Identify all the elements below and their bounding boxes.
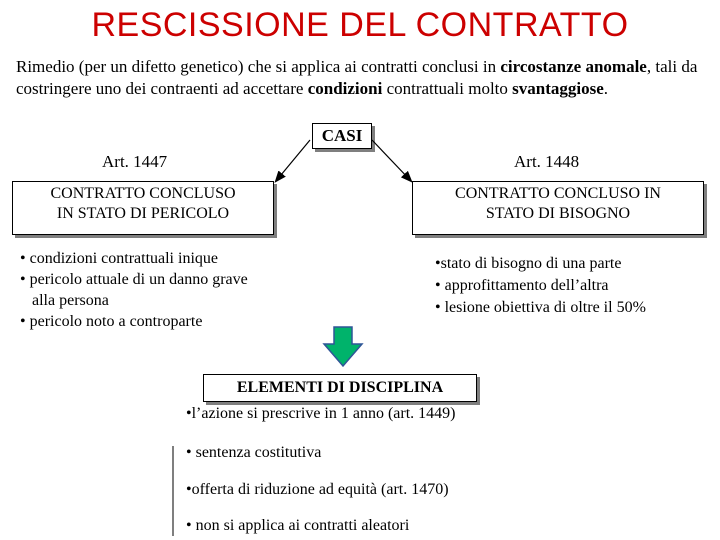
intro-text-1: Rimedio (per un difetto genetico) che si applica ai contratti conclusi in	[16, 57, 501, 76]
page-title: RESCISSIONE DEL CONTRATTO	[91, 6, 629, 44]
discipline-item: • non si applica ai contratti aleatori	[186, 517, 410, 534]
intro-text-4: .	[603, 79, 609, 98]
intro-bold-3: svantaggiose	[512, 79, 604, 98]
discipline-item: •l’azione si prescrive in 1 anno (art. 1449)	[186, 405, 456, 422]
casi-box: CASI	[312, 123, 372, 149]
intro-bold-2: condizioni	[307, 79, 383, 98]
discipline-item: •offerta di riduzione ad equità (art. 1470)	[186, 481, 449, 498]
intro-text-2: , tali da costringere uno dei contraenti ad accettare	[16, 57, 698, 98]
list-item: • approfittamento dell’altra	[435, 277, 609, 294]
list-item: alla persona	[20, 292, 109, 309]
list-item: •stato di bisogno di una parte	[435, 255, 622, 272]
case-box-bisogno-line2: STATO DI BISOGNO	[485, 205, 631, 222]
case-box-bisogno-line1: CONTRATTO CONCLUSO IN	[455, 185, 661, 202]
article-left-label: Art. 1447	[102, 152, 168, 171]
list-item: • pericolo noto a controparte	[20, 313, 203, 330]
big-down-arrow-icon	[324, 327, 362, 366]
intro-text-3: contrattuali molto	[382, 79, 513, 98]
case-box-pericolo-line2: IN STATO DI PERICOLO	[56, 205, 230, 222]
arrow-left-down-icon	[276, 140, 310, 181]
list-item: • pericolo attuale di un danno grave	[20, 271, 248, 288]
intro-bold-1: circostanze anomale	[500, 57, 647, 76]
arrow-right-down-icon	[372, 140, 411, 181]
list-item: • lesione obiettiva di oltre il 50%	[435, 299, 646, 316]
elements-heading-box: ELEMENTI DI DISCIPLINA	[203, 374, 477, 402]
discipline-item: • sentenza costitutiva	[186, 444, 322, 461]
article-right-label: Art. 1448	[514, 152, 580, 171]
case-box-pericolo-line1: CONTRATTO CONCLUSO	[50, 185, 236, 202]
vertical-divider	[172, 446, 174, 536]
list-item: • condizioni contrattuali inique	[20, 250, 218, 267]
